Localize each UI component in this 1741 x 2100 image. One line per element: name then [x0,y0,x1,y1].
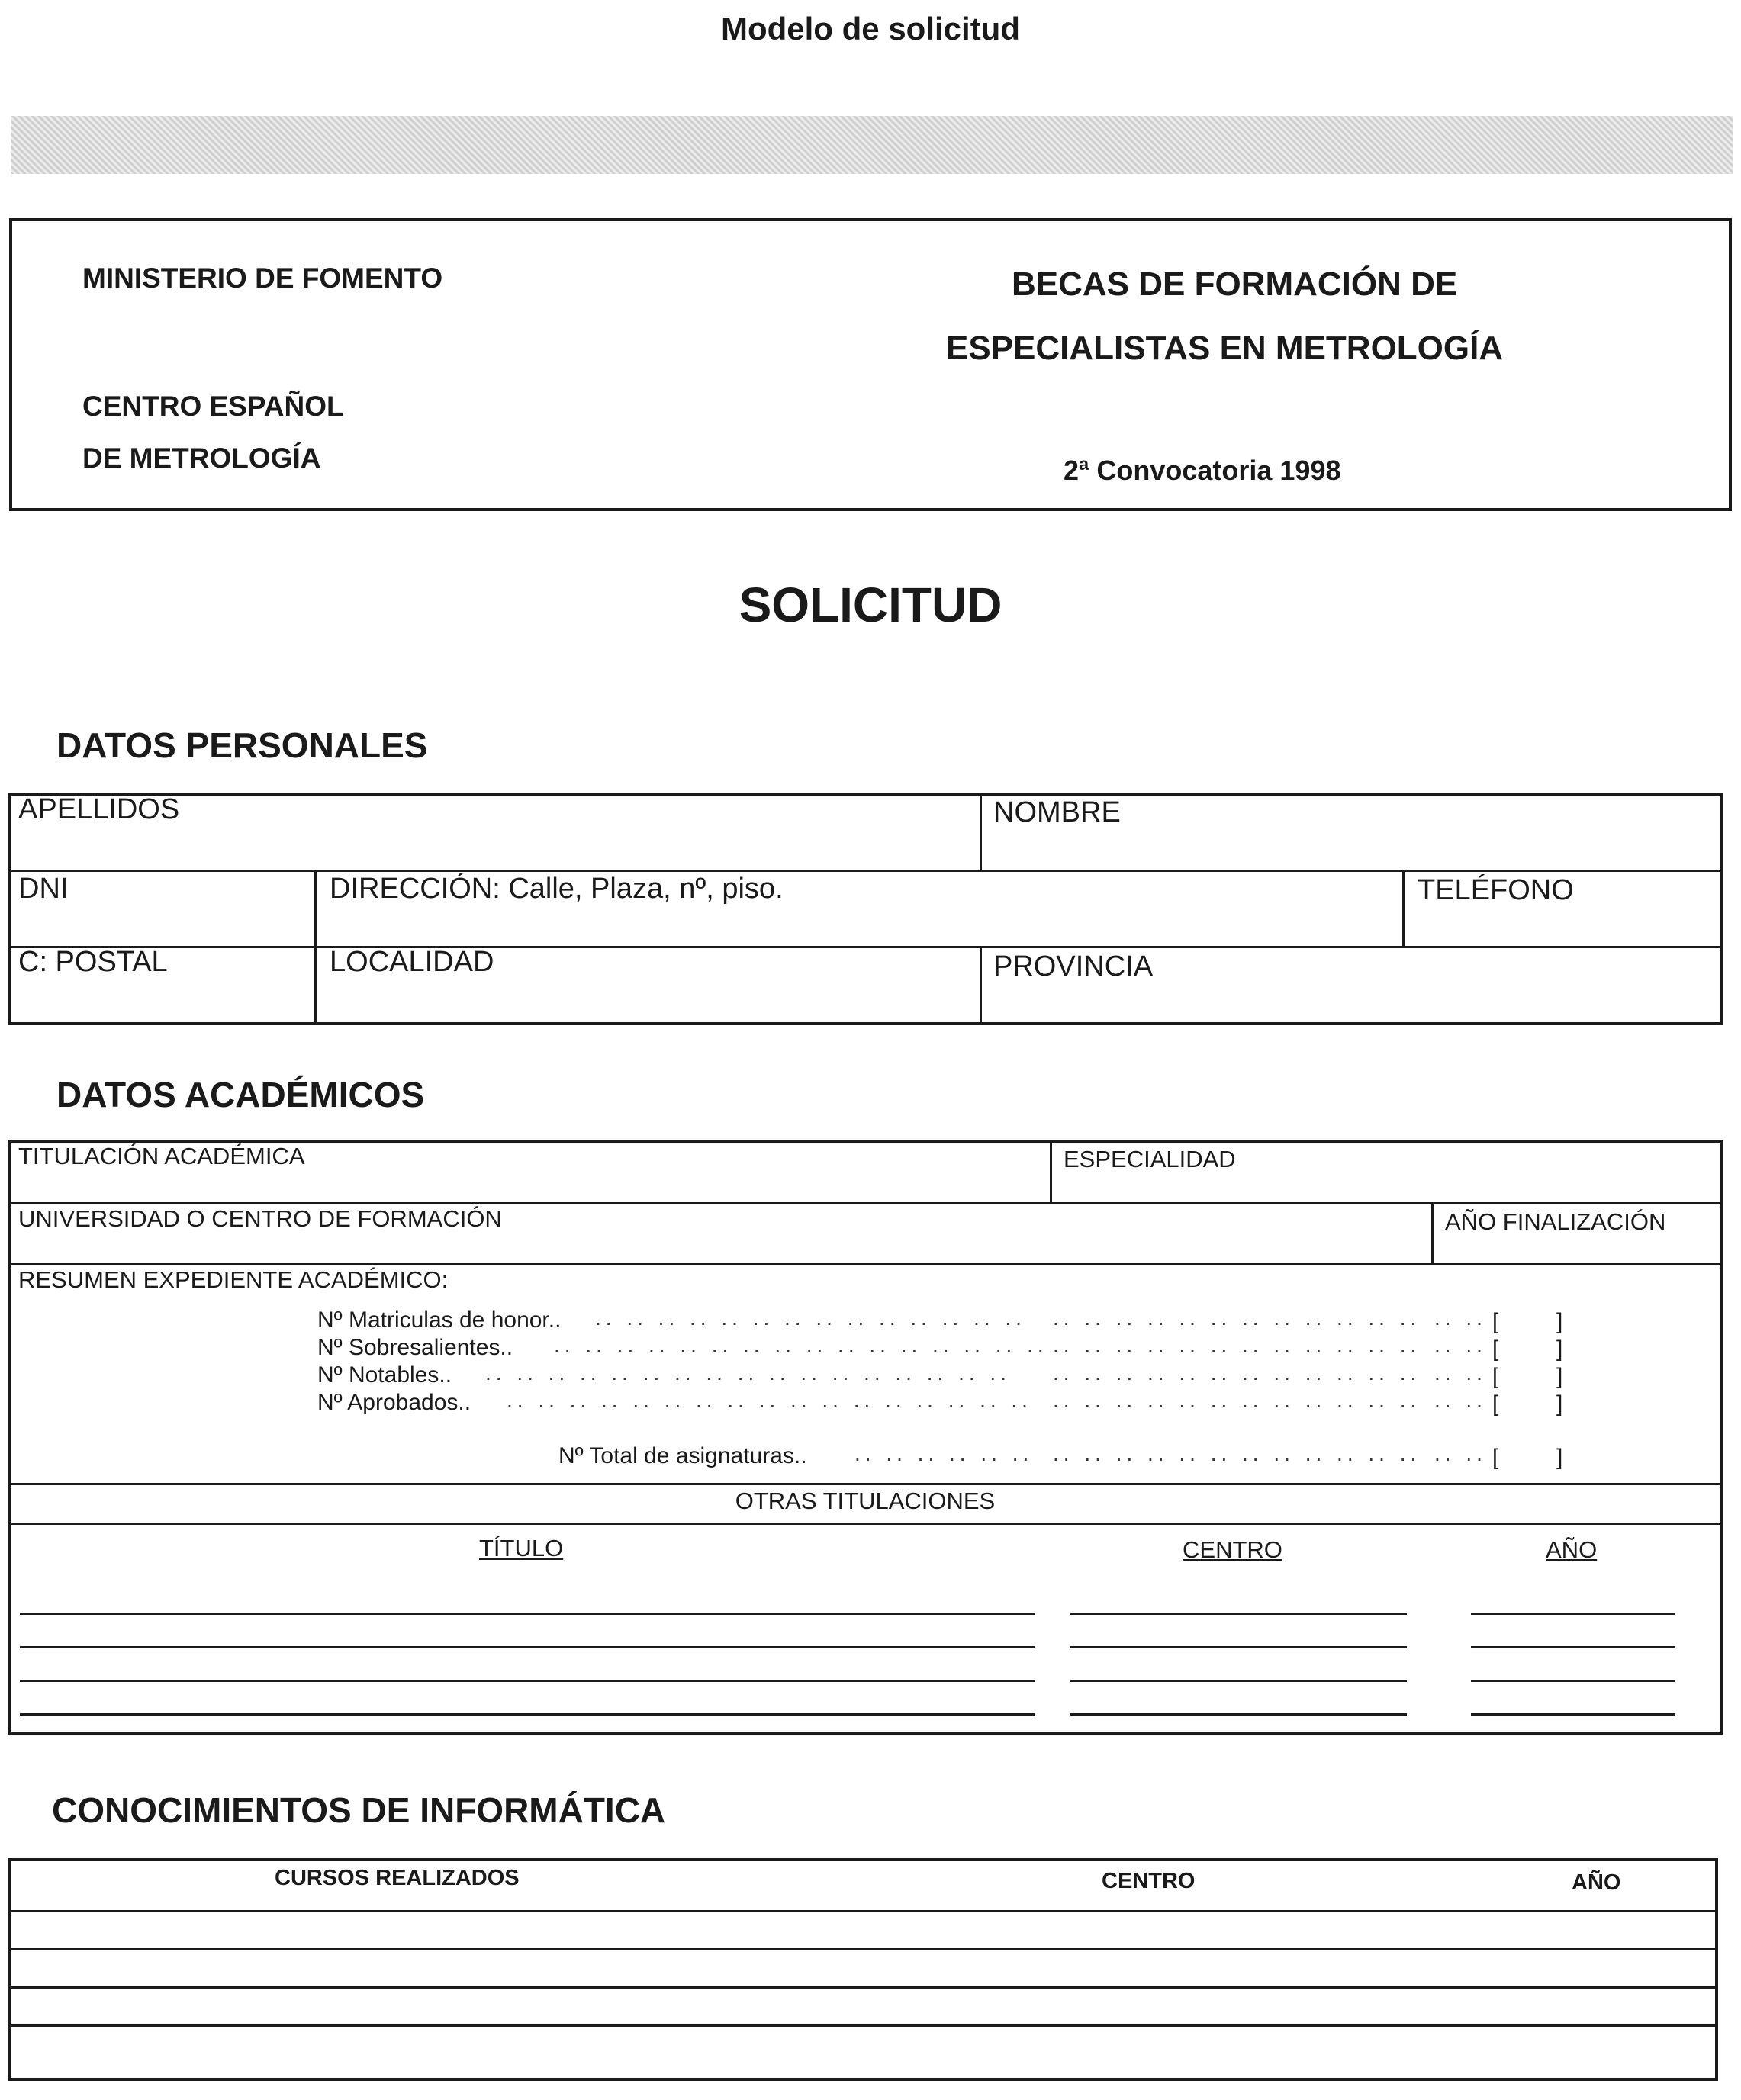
stat-matriculas: Nº Matriculas de honor.. [317,1307,562,1333]
bracket-close: ] [1556,1391,1563,1417]
stat-total: Nº Total de asignaturas.. [558,1443,807,1468]
bracket-close: ] [1556,1445,1563,1470]
bracket-close: ] [1556,1336,1563,1362]
titulo-line-3[interactable] [20,1680,1035,1682]
titulo-line-2[interactable] [20,1646,1035,1648]
personal-heading: DATOS PERSONALES [56,725,428,765]
academic-heading: DATOS ACADÉMICOS [56,1075,425,1114]
centro-line-3[interactable] [1070,1680,1407,1682]
field-provincia[interactable]: PROVINCIA [993,950,1154,982]
field-titulacion[interactable]: TITULACIÓN ACADÉMICA [18,1143,305,1169]
field-direccion[interactable]: DIRECCIÓN: Calle, Plaza, nº, piso. [330,873,784,905]
input-sobresalientes[interactable] [1504,1336,1553,1362]
centro-line-4[interactable] [1070,1713,1407,1716]
it-row[interactable] [11,1913,1715,1947]
program-line1: BECAS DE FORMACIÓN DE [1012,265,1458,303]
titulo-line-4[interactable] [20,1713,1035,1716]
ano-line-4[interactable] [1471,1713,1675,1716]
ano-line-2[interactable] [1471,1646,1675,1648]
program-line2: ESPECIALISTAS EN METROLOGÍA [946,330,1504,367]
col-titulo: TÍTULO [479,1535,564,1561]
input-total[interactable] [1504,1445,1553,1471]
otras-titulaciones-label: OTRAS TITULACIONES [735,1487,996,1514]
stat-notables: Nº Notables.. [317,1362,452,1388]
form-title: SOLICITUD [739,577,1002,632]
it-row[interactable] [11,1951,1715,1985]
field-apellidos[interactable]: APELLIDOS [18,793,180,825]
col-it-ano: AÑO [1572,1870,1621,1895]
col-it-centro: CENTRO [1102,1869,1196,1893]
field-nombre[interactable]: NOMBRE [993,796,1121,828]
resumen-label: RESUMEN EXPEDIENTE ACADÉMICO: [18,1266,449,1293]
ministry-label: MINISTERIO DE FOMENTO [82,262,443,294]
centro-line-1[interactable] [1070,1613,1407,1615]
center-line2: DE METROLOGÍA [82,442,321,474]
center-line1: CENTRO ESPAÑOL [82,391,344,422]
stat-aprobados: Nº Aprobados.. [317,1390,471,1415]
it-row[interactable] [11,2028,1715,2078]
field-telefono[interactable]: TELÉFONO [1418,874,1574,906]
bracket-close: ] [1556,1364,1563,1389]
col-centro: CENTRO [1183,1536,1282,1563]
call-label: 2ª Convocatoria 1998 [1064,455,1341,486]
page-heading: Modelo de solicitud [720,11,1020,47]
it-row[interactable] [11,1989,1715,2023]
input-notables[interactable] [1504,1364,1553,1390]
field-dni[interactable]: DNI [18,873,69,905]
input-aprobados[interactable] [1504,1391,1553,1417]
field-localidad[interactable]: LOCALIDAD [330,946,494,978]
col-cursos: CURSOS REALIZADOS [275,1866,520,1890]
centro-line-2[interactable] [1070,1646,1407,1648]
bracket-open: [ [1492,1391,1499,1417]
ano-line-3[interactable] [1471,1680,1675,1682]
field-postal[interactable]: C: POSTAL [18,946,168,978]
col-ano: AÑO [1546,1536,1598,1563]
personal-table [8,793,1723,1025]
field-universidad[interactable]: UNIVERSIDAD O CENTRO DE FORMACIÓN [18,1205,502,1232]
field-especialidad[interactable]: ESPECIALIDAD [1064,1146,1236,1172]
field-ano-finalizacion[interactable]: AÑO FINALIZACIÓN [1445,1208,1666,1235]
stat-sobresalientes: Nº Sobresalientes.. [317,1335,513,1360]
it-heading: CONOCIMIENTOS DE INFORMÁTICA [52,1790,666,1830]
bracket-close: ] [1556,1309,1563,1334]
bracket-open: [ [1492,1309,1499,1334]
shaded-band [11,116,1733,174]
titulo-line-1[interactable] [20,1613,1035,1615]
input-matriculas[interactable] [1504,1309,1553,1335]
ano-line-1[interactable] [1471,1613,1675,1615]
bracket-open: [ [1492,1336,1499,1362]
bracket-open: [ [1492,1445,1499,1470]
bracket-open: [ [1492,1364,1499,1389]
